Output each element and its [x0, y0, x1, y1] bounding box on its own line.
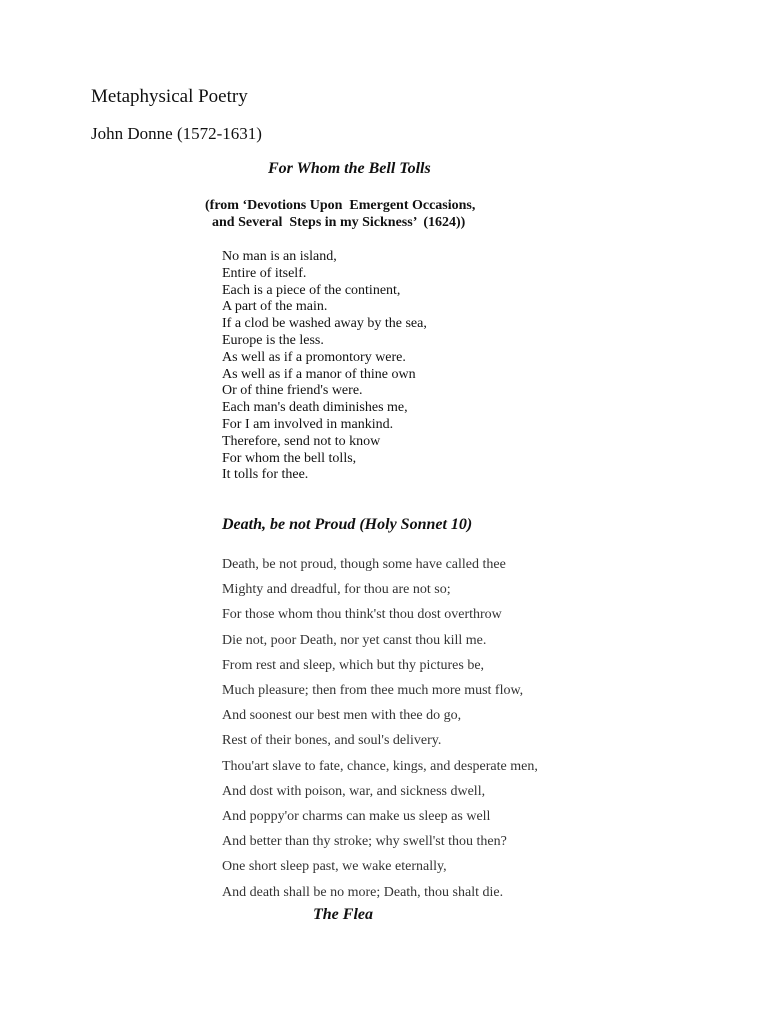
poem-line: Each man's death diminishes me, — [222, 400, 408, 416]
poem-line: Europe is the less. — [222, 332, 324, 348]
poem1-source-line: and Several Steps in my Sickness’ (1624)) — [205, 215, 466, 230]
poem-line: Mighty and dreadful, for thou are not so; — [222, 582, 451, 598]
poem-line: For whom the bell tolls, — [222, 450, 357, 466]
poem-line: Thou'art slave to fate, chance, kings, and desperate men, — [222, 758, 538, 774]
poem-line: A part of the main. — [222, 299, 328, 315]
poem-line: Much pleasure; then from thee much more must flow, — [222, 683, 524, 699]
poem-line: One short sleep past, we wake eternally, — [222, 859, 447, 875]
poem-line: As well as if a promontory were. — [222, 349, 406, 365]
poem-line: Or of thine friend's were. — [222, 383, 363, 399]
poem1-title: For Whom the Bell Tolls — [268, 160, 431, 177]
poem-line: And dost with poison, war, and sickness dwell, — [222, 783, 486, 799]
poem1-source-line: (from ‘Devotions Upon Emergent Occasions, — [205, 198, 476, 213]
poem-line: And poppy'or charms can make us sleep as well — [222, 809, 491, 825]
poem-line: If a clod be washed away by the sea, — [222, 316, 427, 332]
poem3-title: The Flea — [313, 906, 373, 923]
poem1-source — [205, 197, 475, 231]
poem-line: From rest and sleep, which but thy pictures be, — [222, 657, 485, 673]
poem-line: For those whom thou think'st thou dost overthrow — [222, 607, 502, 623]
author-line: John Donne (1572-1631) — [91, 124, 262, 143]
poem1-body — [222, 249, 427, 484]
poem-line: Therefore, send not to know — [222, 433, 381, 449]
page-heading: Metaphysical Poetry — [91, 86, 248, 107]
poem-line: No man is an island, — [222, 249, 337, 264]
poem-line: And better than thy stroke; why swell'st thou then? — [222, 834, 507, 850]
poem2-body — [222, 552, 538, 905]
poem-line: It tolls for thee. — [222, 467, 309, 483]
poem-line: Rest of their bones, and soul's delivery. — [222, 733, 442, 749]
poem-line: Die not, poor Death, nor yet canst thou kill me. — [222, 632, 487, 648]
poem-line: And death shall be no more; Death, thou shalt die. — [222, 884, 504, 900]
poem-line: For I am involved in mankind. — [222, 416, 394, 432]
poem-line: Each is a piece of the continent, — [222, 282, 401, 298]
poem-line: Entire of itself. — [222, 265, 307, 281]
poem-line: As well as if a manor of thine own — [222, 366, 416, 382]
poem-line: Death, be not proud, though some have called thee — [222, 557, 506, 572]
poem-line: And soonest our best men with thee do go, — [222, 708, 462, 724]
poem2-title: Death, be not Proud (Holy Sonnet 10) — [222, 516, 473, 533]
